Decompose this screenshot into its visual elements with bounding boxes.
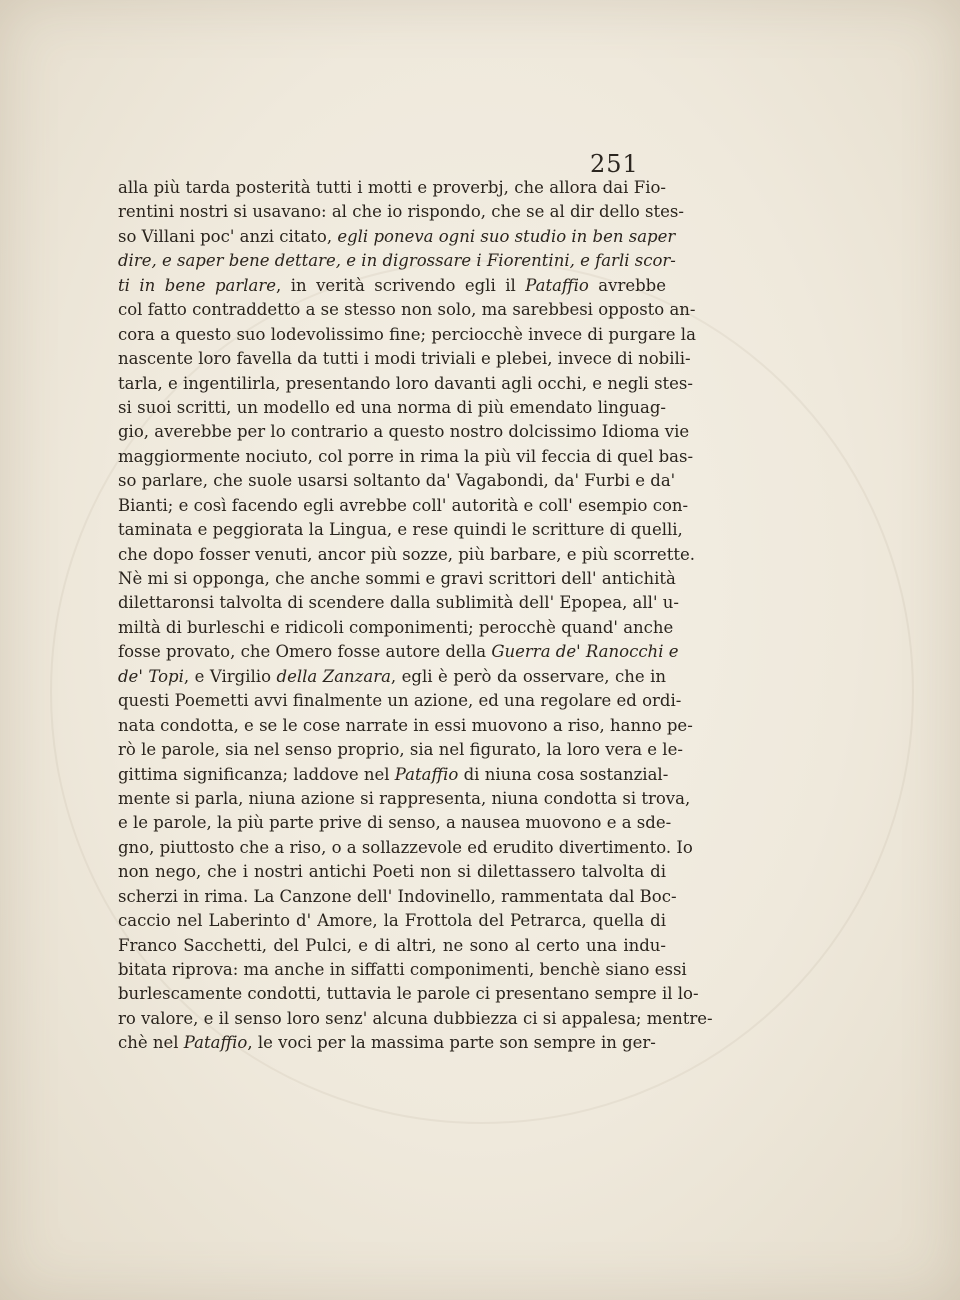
text-segment: tarla, e ingentilirla, presentando loro davanti agli occhi, e negli stes- bbox=[118, 373, 693, 393]
italic-segment: ti in bene parlare bbox=[118, 275, 277, 295]
text-segment: avrebbe bbox=[588, 275, 667, 295]
text-segment: bitata riprova: ma anche in siffatti componimenti, benchè siano essi bbox=[118, 960, 687, 979]
text-segment: e le parole, la più parte prive di senso, a nausea muovono e a sde- bbox=[118, 813, 672, 833]
text-line bbox=[118, 640, 679, 664]
text-line bbox=[118, 274, 666, 298]
text-segment: chè nel bbox=[118, 1033, 184, 1053]
text-line bbox=[118, 811, 672, 835]
text-segment: alla più tarda posterità tutti i motti e proverbj, che allora dai Fio- bbox=[118, 178, 666, 197]
text-segment: rentini nostri si usavano: al che io rispondo, che se al dir dello stes- bbox=[118, 202, 684, 222]
text-line bbox=[118, 445, 694, 469]
text-line bbox=[118, 763, 669, 787]
text-line bbox=[118, 469, 676, 493]
text-segment: rò le parole, sia nel senso proprio, sia nel figurato, la loro vera e le- bbox=[118, 740, 683, 760]
text-line bbox=[118, 249, 676, 273]
text-segment: nata condotta, e se le cose narrate in essi muovono a riso, hanno pe- bbox=[118, 715, 693, 735]
text-segment: che dopo fosser venuti, ancor più sozze, più barbare, e più scorrette. bbox=[118, 544, 695, 564]
text-line bbox=[118, 982, 699, 1006]
italic-segment: de' Topi bbox=[118, 666, 184, 686]
body-text bbox=[118, 176, 713, 1056]
text-line bbox=[118, 860, 666, 884]
text-line bbox=[118, 958, 687, 982]
text-line bbox=[118, 738, 683, 762]
text-segment: col fatto contraddetto a se stesso non solo, ma sarebbesi opposto an- bbox=[118, 300, 696, 320]
text-line bbox=[118, 1031, 666, 1055]
text-segment: ro valore, e il senso loro senz' alcuna dubbiezza ci si appalesa; mentre- bbox=[118, 1008, 713, 1028]
italic-segment: Pataffio bbox=[183, 1033, 248, 1053]
italic-segment: egli poneva ogni suo studio in ben saper bbox=[337, 226, 676, 246]
text-segment: questi Poemetti avvi finalmente un azione, ed una regolare ed ordi- bbox=[118, 691, 682, 711]
italic-segment: Pataffio bbox=[525, 275, 589, 295]
text-line bbox=[118, 298, 696, 322]
text-segment: fosse provato, che Omero fosse autore della bbox=[118, 642, 492, 662]
text-segment: , le voci per la massima parte son sempre in ger- bbox=[247, 1033, 656, 1053]
text-segment: si suoi scritti, un modello ed una norma di più emendato linguag- bbox=[118, 397, 666, 417]
text-segment: mente si parla, niuna azione si rappresenta, niuna condotta si trova, bbox=[118, 788, 691, 808]
text-line bbox=[118, 396, 666, 420]
text-line bbox=[118, 934, 666, 958]
text-line bbox=[118, 494, 689, 518]
text-segment: cora a questo suo lodevolissimo fine; perciocchè invece di purgare la bbox=[118, 324, 696, 344]
text-segment: Franco Sacchetti, del Pulci, e di altri, ne sono al certo una indu- bbox=[118, 935, 666, 955]
text-segment: so Villani poc' anzi citato, bbox=[118, 226, 338, 246]
text-line bbox=[118, 714, 693, 738]
text-segment: , e Virgilio bbox=[183, 666, 277, 686]
italic-segment: Guerra de' Ranocchi e bbox=[491, 642, 679, 662]
text-segment: , egli è però da osservare, che in bbox=[390, 666, 666, 686]
text-line bbox=[118, 518, 683, 542]
text-line bbox=[118, 543, 695, 567]
text-line bbox=[118, 909, 666, 933]
text-segment: scherzi in rima. La Canzone dell' Indovinello, rammentata dal Boc- bbox=[118, 886, 677, 906]
text-line bbox=[118, 689, 682, 713]
text-segment: gio, averebbe per lo contrario a questo nostro dolcissimo Idioma vie bbox=[118, 422, 690, 442]
text-segment: burlescamente condotti, tuttavia le parole ci presentano sempre il lo- bbox=[118, 984, 699, 1004]
text-line bbox=[118, 885, 677, 909]
text-line bbox=[118, 591, 679, 615]
text-line bbox=[118, 347, 691, 371]
text-line bbox=[118, 567, 676, 591]
italic-segment: Pataffio bbox=[394, 764, 459, 784]
page-number: 251 bbox=[590, 150, 639, 178]
text-line bbox=[118, 176, 666, 200]
text-segment: gno, piuttosto che a riso, o a sollazzevole ed erudito divertimento. Io bbox=[118, 837, 693, 857]
text-segment: nascente loro favella da tutti i modi triviali e plebei, invece di nobili- bbox=[118, 349, 691, 369]
text-line bbox=[118, 420, 690, 444]
text-line bbox=[118, 665, 666, 689]
text-segment: caccio nel Laberinto d' Amore, la Frottola del Petrarca, quella di bbox=[118, 911, 666, 931]
text-segment: Nè mi si opponga, che anche sommi e gravi scrittori dell' antichità bbox=[118, 569, 676, 588]
text-line bbox=[118, 1007, 713, 1031]
italic-segment: dire, e saper bene dettare, e in digrossare i Fiorentini, e farli scor- bbox=[118, 251, 676, 271]
text-line bbox=[118, 616, 674, 640]
text-segment: dilettaronsi talvolta di scendere dalla sublimità dell' Epopea, all' u- bbox=[118, 593, 679, 613]
text-segment: gittima significanza; laddove nel bbox=[118, 764, 395, 784]
text-segment: miltà di burleschi e ridicoli componimenti; perocchè quand' anche bbox=[118, 617, 674, 637]
text-segment: maggiormente nociuto, col porre in rima la più vil feccia di quel bas- bbox=[118, 446, 694, 466]
text-segment: so parlare, che suole usarsi soltanto da' Vagabondi, da' Furbi e da' bbox=[118, 471, 676, 491]
text-line bbox=[118, 836, 693, 860]
text-segment: non nego, che i nostri antichi Poeti non si dilettassero talvolta di bbox=[118, 862, 666, 882]
text-line bbox=[118, 372, 693, 396]
text-segment: taminata e peggiorata la Lingua, e rese quindi le scritture di quelli, bbox=[118, 520, 683, 540]
text-segment: di niuna cosa sostanzial- bbox=[458, 764, 669, 784]
text-line bbox=[118, 200, 684, 224]
text-line bbox=[118, 787, 691, 811]
text-line bbox=[118, 323, 696, 347]
italic-segment: della Zanzara bbox=[276, 666, 391, 686]
text-segment: , in verità scrivendo egli il bbox=[276, 275, 526, 295]
text-line bbox=[118, 225, 676, 249]
text-segment: Bianti; e così facendo egli avrebbe coll' autorità e coll' esempio con- bbox=[118, 495, 689, 515]
